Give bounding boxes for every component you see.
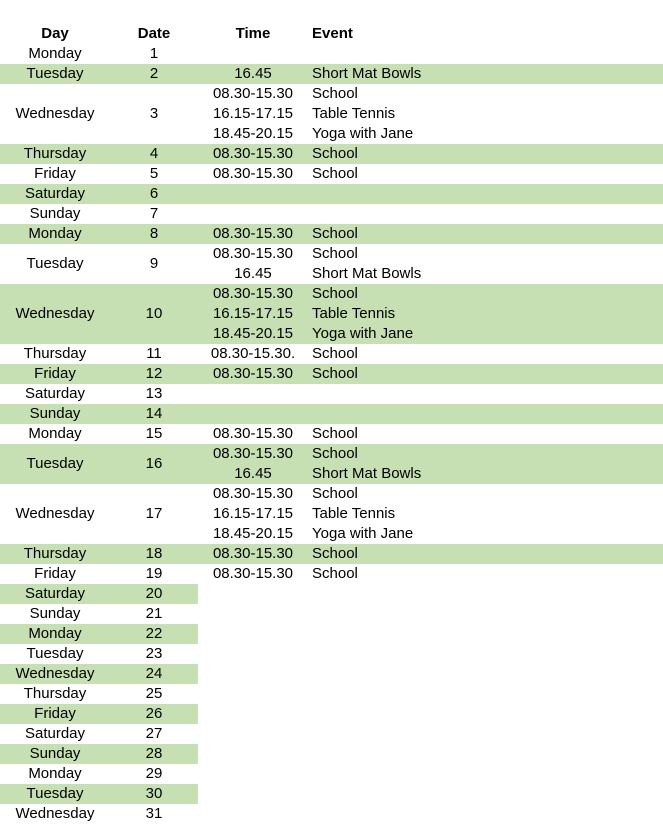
date-cell: 28 xyxy=(145,745,163,762)
event-cell: School xyxy=(312,245,358,262)
event-cell: School xyxy=(312,445,358,462)
time-cell: 08.30-15.30 xyxy=(212,225,294,242)
time-cell: 08.30-15.30 xyxy=(212,285,294,302)
time-cell: 08.30-15.30 xyxy=(212,565,294,582)
day-cell: Thursday xyxy=(23,685,87,702)
date-cell: 16 xyxy=(145,455,163,472)
day-cell: Wednesday xyxy=(15,505,95,522)
event-cell: School xyxy=(312,85,358,102)
date-cell: 5 xyxy=(149,165,159,182)
event-cell: Table Tennis xyxy=(312,105,396,122)
date-cell: 7 xyxy=(149,205,159,222)
event-cell: School xyxy=(312,345,358,362)
day-cell: Friday xyxy=(34,365,76,382)
date-cell: 1 xyxy=(149,45,159,62)
date-cell: 18 xyxy=(145,545,163,562)
date-cell: 21 xyxy=(145,605,163,622)
day-cell: Saturday xyxy=(24,725,86,742)
header-event: Event xyxy=(312,25,353,42)
date-cell: 27 xyxy=(145,725,163,742)
event-cell: School xyxy=(312,365,358,382)
day-cell: Saturday xyxy=(24,185,86,202)
event-cell: Table Tennis xyxy=(312,305,396,322)
event-cell: School xyxy=(312,285,358,302)
date-cell: 26 xyxy=(145,705,163,722)
date-cell: 20 xyxy=(145,585,163,602)
time-cell: 08.30-15.30 xyxy=(212,545,294,562)
date-cell: 3 xyxy=(149,105,159,122)
day-cell: Monday xyxy=(28,625,82,642)
day-cell: Wednesday xyxy=(15,665,95,682)
date-cell: 31 xyxy=(145,805,163,822)
day-cell: Sunday xyxy=(29,405,81,422)
date-cell: 6 xyxy=(149,185,159,202)
event-cell: School xyxy=(312,425,358,442)
time-cell: 08.30-15.30 xyxy=(212,245,294,262)
day-cell: Saturday xyxy=(24,385,86,402)
day-cell: Thursday xyxy=(23,345,87,362)
day-cell: Friday xyxy=(34,565,76,582)
day-cell: Thursday xyxy=(23,545,87,562)
date-cell: 15 xyxy=(145,425,163,442)
event-cell: Short Mat Bowls xyxy=(312,265,422,282)
date-cell: 17 xyxy=(145,505,163,522)
time-cell: 08.30-15.30 xyxy=(212,425,294,442)
day-cell: Tuesday xyxy=(26,455,84,472)
time-cell: 18.45-20.15 xyxy=(212,125,294,142)
header-day: Day xyxy=(41,25,69,42)
time-cell: 16.15-17.15 xyxy=(212,105,294,122)
event-cell: Yoga with Jane xyxy=(312,325,414,342)
day-cell: Tuesday xyxy=(26,65,84,82)
day-cell: Wednesday xyxy=(15,105,95,122)
day-cell: Saturday xyxy=(24,585,86,602)
date-cell: 14 xyxy=(145,405,163,422)
header-date: Date xyxy=(137,25,171,42)
event-cell: Yoga with Jane xyxy=(312,525,414,542)
header-time: Time xyxy=(235,25,271,42)
time-cell: 08.30-15.30 xyxy=(212,145,294,162)
date-cell: 23 xyxy=(145,645,163,662)
day-cell: Monday xyxy=(28,425,82,442)
day-cell: Wednesday xyxy=(15,305,95,322)
time-cell: 18.45-20.15 xyxy=(212,325,294,342)
time-cell: 08.30-15.30 xyxy=(212,85,294,102)
date-cell: 19 xyxy=(145,565,163,582)
day-cell: Monday xyxy=(28,45,82,62)
event-cell: School xyxy=(312,225,358,242)
time-cell: 16.15-17.15 xyxy=(212,505,294,522)
event-cell: Table Tennis xyxy=(312,505,396,522)
event-cell: School xyxy=(312,145,358,162)
date-cell: 4 xyxy=(149,145,159,162)
time-cell: 16.15-17.15 xyxy=(212,305,294,322)
day-cell: Sunday xyxy=(29,205,81,222)
time-cell: 08.30-15.30 xyxy=(212,485,294,502)
event-cell: School xyxy=(312,485,358,502)
time-cell: 18.45-20.15 xyxy=(212,525,294,542)
date-cell: 10 xyxy=(145,305,163,322)
row-shading xyxy=(198,184,663,204)
event-cell: School xyxy=(312,565,358,582)
row-shading xyxy=(198,404,663,424)
day-cell: Friday xyxy=(34,705,76,722)
date-cell: 11 xyxy=(146,345,162,362)
date-cell: 24 xyxy=(145,665,163,682)
day-cell: Friday xyxy=(34,165,76,182)
event-cell: School xyxy=(312,165,358,182)
date-cell: 2 xyxy=(149,65,159,82)
time-cell: 16.45 xyxy=(234,265,272,282)
time-cell: 08.30-15.30 xyxy=(212,165,294,182)
date-cell: 22 xyxy=(145,625,163,642)
day-cell: Sunday xyxy=(29,605,81,622)
time-cell: 16.45 xyxy=(234,465,272,482)
time-cell: 08.30-15.30. xyxy=(210,345,296,362)
event-cell: School xyxy=(312,545,358,562)
date-cell: 9 xyxy=(149,255,159,272)
date-cell: 8 xyxy=(149,225,159,242)
date-cell: 12 xyxy=(145,365,163,382)
date-cell: 13 xyxy=(145,385,163,402)
day-cell: Wednesday xyxy=(15,805,95,822)
event-cell: Short Mat Bowls xyxy=(312,465,422,482)
day-cell: Sunday xyxy=(29,745,81,762)
day-cell: Monday xyxy=(28,765,82,782)
time-cell: 08.30-15.30 xyxy=(212,445,294,462)
day-cell: Thursday xyxy=(23,145,87,162)
event-cell: Short Mat Bowls xyxy=(312,65,422,82)
day-cell: Tuesday xyxy=(26,645,84,662)
time-cell: 08.30-15.30 xyxy=(212,365,294,382)
day-cell: Monday xyxy=(28,225,82,242)
date-cell: 25 xyxy=(145,685,163,702)
day-cell: Tuesday xyxy=(26,785,84,802)
day-cell: Tuesday xyxy=(26,255,84,272)
event-cell: Yoga with Jane xyxy=(312,125,414,142)
time-cell: 16.45 xyxy=(234,65,272,82)
date-cell: 29 xyxy=(145,765,163,782)
date-cell: 30 xyxy=(145,785,163,802)
